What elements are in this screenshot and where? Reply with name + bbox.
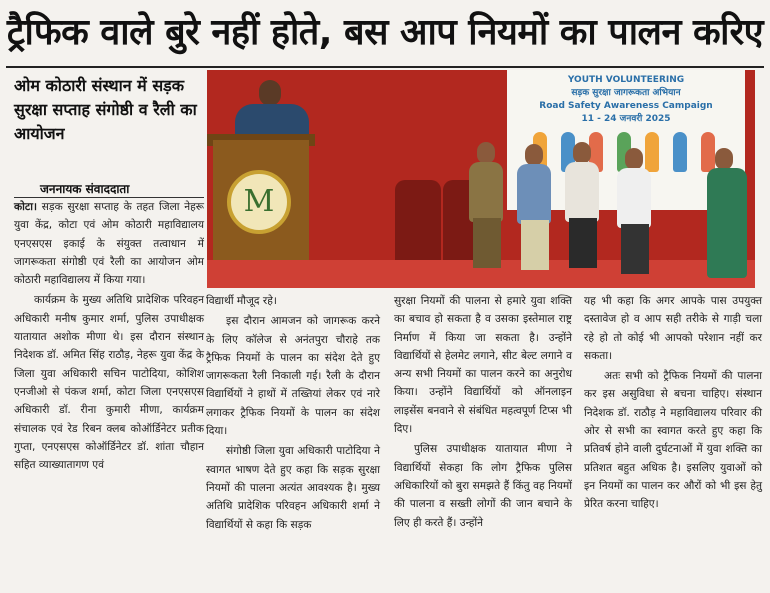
event-photo — [207, 70, 755, 288]
paragraph: संगोष्ठी जिला युवा अधिकारी पाटोदिया ने स्वागत भाषण देते हुए कहा कि सड़क सुरक्षा नियमों की पालना अत्यंत आवश्यक है। मुख्य अतिथि प्रादेशिक परिवहन अधिकारी शर्मा ने विद्यार्थियों से कहा कि सड़क — [206, 445, 380, 531]
article-column-3 — [394, 292, 572, 534]
byline: जननायक संवाददाता — [40, 182, 130, 196]
article-column-1 — [14, 198, 204, 476]
paragraph: सड़क सुरक्षा सप्ताह के तहत जिला नेहरू युवा केंद्र, कोटा एवं ओम कोठारी महाविद्यालय एनएसएस इकाई के संयुक्त तत्वाधान में जागरूकता संगोष्ठी एवं रैली का आयोजन ओम कोठारी महाविद्यालय में किया गया। — [14, 201, 204, 287]
paragraph: कार्यक्रम के मुख्य अतिथि प्रादेशिक परिवहन अधिकारी मनीष कुमार शर्मा, पुलिस उपाधीक्षक यातायात अशोक मीणा थे। इस दौरान संस्थान निदेशक डॉ. अमित सिंह राठौड़, नेहरू युवा केंद्र के जिला युवा अधिकारी सचिन पाटोदिया, कोशिश एनजीओ से पंकज शर्मा, कोटा जिला एनएसएस अधिकारी डॉ. रीना कुमारी मीणा, कार्यक्रम संचालक एवं रेड रिबन क्लब कोऑर्डिनेटर प्रतीक गुप्ता, एनएसएस कोऑर्डिनेटर डॉ. शांता चौहान सहित व्याख्यातागण एवं — [14, 294, 204, 472]
paragraph: विद्यार्थी मौजूद रहे। — [206, 295, 277, 307]
banner-line: 11 - 24 जनवरी 2025 — [581, 114, 671, 124]
paragraph: अतः सभी को ट्रैफिक नियमों की पालना कर इस असुविधा से बचना चाहिए। संस्थान निदेशक डॉ. राठौड़ ने महाविद्यालय परिवार की ओर से सभी का स्वागत करते हुए कहा कि प्रतिवर्ष होने वाली दुर्घटनाओं में युवा शक्ति का प्रतिशत बहुत अधिक है। इसलिए युवाओं को इन नियमों का पालन कर औरों को भी इस हेतु प्रेरित करना चाहिए। — [584, 370, 762, 511]
banner-line: YOUTH VOLUNTEERING — [567, 75, 685, 85]
headline: ट्रैफिक वाले बुरे नहीं होते, बस आप नियमों का पालन करिए — [6, 12, 764, 53]
guest-police-officer — [469, 142, 503, 272]
article-column-2 — [206, 292, 380, 536]
logo-letter: M — [243, 184, 275, 219]
speaker-body — [235, 104, 309, 138]
article-column-4 — [584, 292, 762, 516]
headline-rule — [6, 66, 764, 68]
college-logo — [227, 170, 291, 234]
banner-line: Road Safety Awareness Campaign — [539, 101, 713, 111]
chair — [395, 180, 441, 270]
guest — [707, 148, 747, 278]
dateline: कोटा। — [14, 201, 37, 213]
subheadline: ओम कोठारी संस्थान में सड़क सुरक्षा सप्ताह संगोष्ठी व रैली का आयोजन — [14, 76, 197, 143]
paragraph: सुरक्षा नियमों की पालना से हमारे युवा शक्ति का बचाव हो सकता है व उसका इस्तेमाल राष्ट्र निर्माण में किया जा सकता है। उन्होंने विद्यार्थियों से हेलमेट लगाने, सीट बेल्ट लगाने व अन्य सभी नियमों का पालन करने का अनुरोध किया। उन्होंने विद्यार्थियों को ऑनलाइन लाइसेंस बनवाने से संबंधित महत्वपूर्ण टिप्स भी दिए। — [394, 295, 572, 436]
paragraph: पुलिस उपाधीक्षक यातायात मीणा ने विद्यार्थियों सेकहा कि लोग ट्रैफिक पुलिस अधिकारियों को बुरा समझते हैं किंतु वह नियमों की पालना व सख्ती लोगों की जान बचाने के लिए ही करते हैं। उन्होंने — [394, 443, 572, 529]
banner-line: सड़क सुरक्षा जागरूकता अभियान — [571, 88, 681, 98]
guest — [617, 148, 651, 278]
guest — [517, 144, 551, 274]
paragraph: यह भी कहा कि अगर आपके पास उपयुक्त दस्तावेज हो व आप सही तरीके से गाड़ी चला रहे हो तो कोई भी आपको परेशान नहीं कर सकता। — [584, 295, 762, 362]
guest — [565, 142, 599, 272]
speaker — [259, 80, 281, 106]
paragraph: इस दौरान आमजन को जागरूक करने के लिए कॉलेज से अनंतपुरा चौराहे तक ट्रैफिक नियमों के पालन का संदेश देते हुए जागरूकता रैली निकाली गई। रैली के दौरान विद्यार्थियों ने हाथों में तख्तियां लेकर एवं नारे लगाकर ट्रैफिक नियमों के पालन का संदेश दिया। — [206, 315, 380, 438]
